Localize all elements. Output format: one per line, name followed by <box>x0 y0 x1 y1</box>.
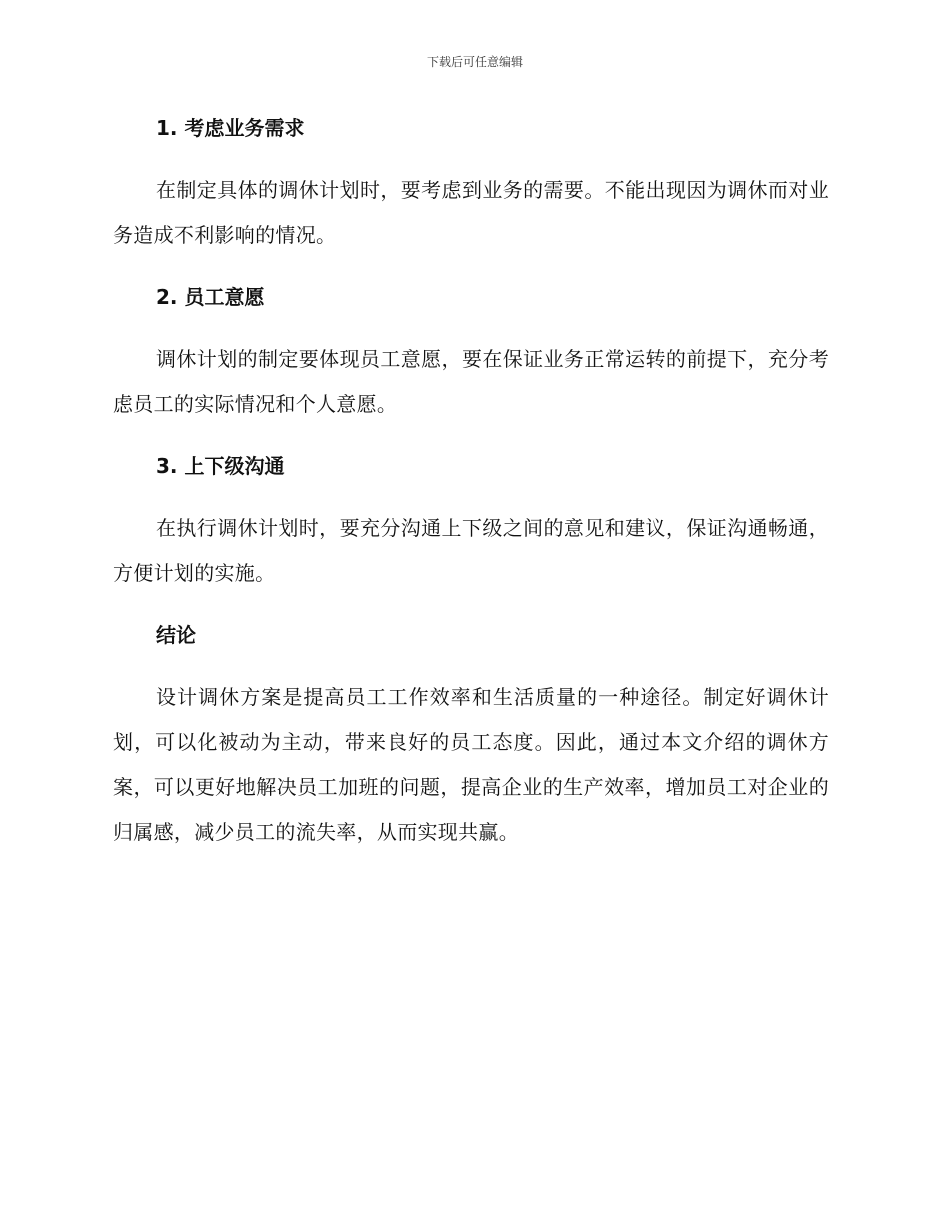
section-paragraph-employee-wishes: 调休计划的制定要体现员工意愿，要在保证业务正常运转的前提下，充分考虑员工的实际情况和个人意愿。 <box>113 347 829 416</box>
document-body <box>113 112 829 855</box>
section-paragraph-conclusion: 设计调休方案是提高员工工作效率和生活质量的一种途径。制定好调休计划，可以化被动为主动，带来良好的员工态度。因此，通过本文介绍的调休方案，可以更好地解决员工加班的问题，提高企业的生产效率，增加员工对企业的归属感，减少员工的流失率，从而实现共赢。 <box>113 685 829 844</box>
section-heading-employee-wishes: 2. 员工意愿 <box>156 285 265 309</box>
section-paragraph-business-needs: 在制定具体的调休计划时，要考虑到业务的需要。不能出现因为调休而对业务造成不利影响的情况。 <box>113 178 829 247</box>
page-header-note: 下载后可任意编辑 <box>426 55 523 69</box>
section-paragraph-communication: 在执行调休计划时，要充分沟通上下级之间的意见和建议，保证沟通畅通，方便计划的实施。 <box>113 516 829 585</box>
section-heading-communication: 3. 上下级沟通 <box>156 454 285 478</box>
section-heading-business-needs: 1. 考虑业务需求 <box>156 116 305 140</box>
section-heading-conclusion: 结论 <box>156 623 196 647</box>
